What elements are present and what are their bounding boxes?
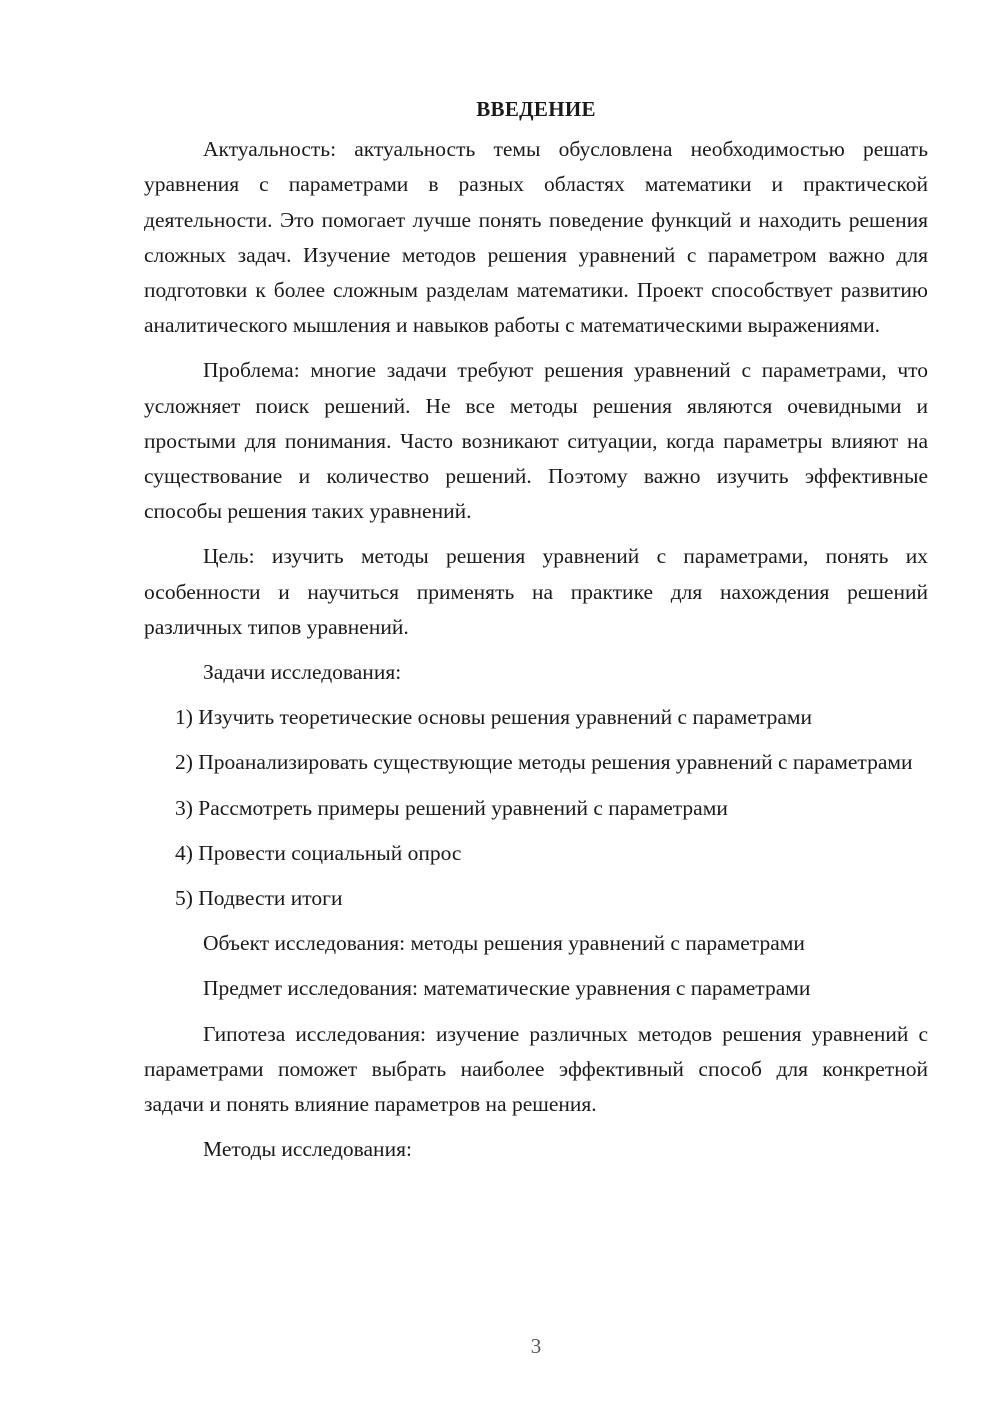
page-content	[144, 92, 928, 1177]
task-item-4: 4) Провести социальный опрос	[175, 840, 462, 865]
paragraph-object: Объект исследования: методы решения уравнений с параметрами	[203, 931, 805, 956]
paragraph-relevance: Актуальность: актуальность темы обусловлена необходимостью решать уравнения с параметрами в разных областях математики и практической деятельности. Это помогает лучше понять поведение функций и находить решения сложных задач. Изучение методов решения уравнений с параметром важно для подготовки к более сложным разделам математики. Проект способствует развитию аналитического мышления и навыков работы с математическими выражениями.	[144, 137, 928, 338]
paragraph-methods-heading: Методы исследования:	[203, 1137, 412, 1162]
page-number: 3	[530, 1334, 542, 1358]
task-item-1: 1) Изучить теоретические основы решения уравнений с параметрами	[175, 705, 813, 730]
task-item-2: 2) Проанализировать существующие методы решения уравнений с параметрами	[175, 750, 913, 775]
paragraph-tasks-heading: Задачи исследования:	[203, 660, 402, 685]
section-title: ВВЕДЕНИЕ	[476, 97, 596, 121]
paragraph-problem: Проблема: многие задачи требуют решения уравнений с параметрами, что усложняет поиск решений. Не все методы решения являются очевидными и простыми для понимания. Часто возникают ситуации, когда параметры влияют на существование и количество решений. Поэтому важно изучить эффективные способы решения таких уравнений.	[144, 358, 928, 524]
paragraph-hypothesis: Гипотеза исследования: изучение различных методов решения уравнений с параметрами поможет выбрать наиболее эффективный способ для конкретной задачи и понять влияние параметров на решения.	[144, 1021, 928, 1117]
task-item-5: 5) Подвести итоги	[175, 886, 343, 911]
task-item-3: 3) Рассмотреть примеры решений уравнений с параметрами	[175, 795, 728, 820]
paragraph-subject: Предмет исследования: математические уравнения с параметрами	[203, 976, 811, 1001]
paragraph-goal: Цель: изучить методы решения уравнений с параметрами, понять их особенности и научиться применять на практике для нахождения решений различных типов уравнений.	[144, 544, 928, 639]
